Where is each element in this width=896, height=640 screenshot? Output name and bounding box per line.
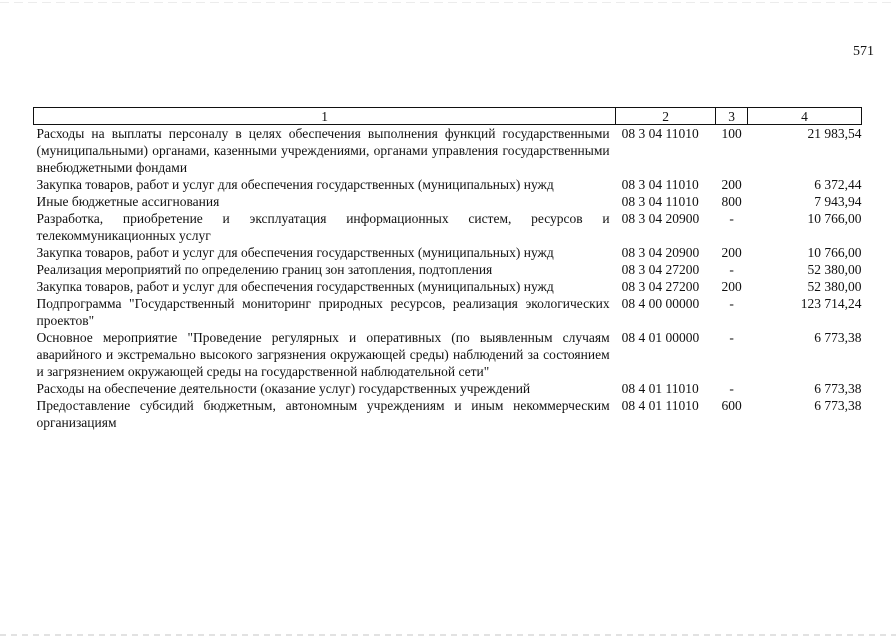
row-type: - bbox=[729, 381, 734, 396]
row-code: 08 3 04 20900 bbox=[621, 245, 700, 260]
row-type: - bbox=[729, 330, 734, 345]
row-amount: 7 943,94 bbox=[814, 194, 862, 209]
page-number: 571 bbox=[853, 44, 874, 59]
row-amount: 6 773,38 bbox=[814, 381, 862, 396]
row-type: 200 bbox=[721, 245, 742, 260]
table-row bbox=[34, 193, 862, 210]
row-name: Закупка товаров, работ и услуг для обеспечения государственных (муниципальных) нужд bbox=[36, 177, 554, 192]
row-code: 08 4 00 00000 bbox=[621, 296, 700, 311]
table-row bbox=[34, 295, 862, 329]
row-type: - bbox=[729, 296, 734, 311]
row-amount: 6 773,38 bbox=[814, 330, 862, 345]
row-name: Расходы на выплаты персоналу в целях обеспечения выполнения функций государственными (муниципальными) органами, казенными учреждениями, органами управления государственными внебюджетными фондами bbox=[36, 126, 610, 175]
header-col-3: 3 bbox=[716, 108, 748, 125]
table-row bbox=[34, 176, 862, 193]
table-body bbox=[34, 125, 862, 432]
scan-artifact-bottom bbox=[0, 634, 896, 636]
row-type: 200 bbox=[721, 279, 742, 294]
table-row bbox=[34, 244, 862, 261]
row-code: 08 4 01 11010 bbox=[621, 398, 699, 413]
row-amount: 21 983,54 bbox=[807, 126, 862, 141]
row-type: 200 bbox=[721, 177, 742, 192]
table-row bbox=[34, 397, 862, 431]
budget-table bbox=[33, 107, 862, 431]
row-amount: 6 372,44 bbox=[814, 177, 862, 192]
row-code: 08 3 04 20900 bbox=[621, 211, 700, 226]
row-amount: 10 766,00 bbox=[807, 245, 862, 260]
row-type: 100 bbox=[721, 126, 742, 141]
row-code: 08 4 01 11010 bbox=[621, 381, 699, 396]
row-type: 600 bbox=[721, 398, 742, 413]
table-row bbox=[34, 125, 862, 177]
table-row bbox=[34, 380, 862, 397]
table-row bbox=[34, 278, 862, 295]
row-code: 08 4 01 00000 bbox=[621, 330, 700, 345]
row-type: - bbox=[729, 211, 734, 226]
row-type: 800 bbox=[721, 194, 742, 209]
row-amount: 123 714,24 bbox=[800, 296, 862, 311]
row-name: Подпрограмма "Государственный мониторинг природных ресурсов, реализация экологических проектов" bbox=[36, 296, 610, 328]
row-amount: 6 773,38 bbox=[814, 398, 862, 413]
row-name: Закупка товаров, работ и услуг для обеспечения государственных (муниципальных) нужд bbox=[36, 279, 554, 294]
row-amount: 52 380,00 bbox=[807, 262, 862, 277]
row-code: 08 3 04 27200 bbox=[621, 279, 700, 294]
row-type: - bbox=[729, 262, 734, 277]
table-row bbox=[34, 210, 862, 244]
row-name: Основное мероприятие "Проведение регулярных и оперативных (по выявленным случаям аварийного и экстремально высокого загрязнения окружающей среды) наблюдений за состоянием и загрязнением окружающей среды на государственной наблюдательной сети" bbox=[36, 330, 610, 379]
row-name: Предоставление субсидий бюджетным, автономным учреждениям и иным некоммерческим организациям bbox=[36, 398, 610, 430]
row-code: 08 3 04 11010 bbox=[621, 194, 699, 209]
row-name: Реализация мероприятий по определению границ зон затопления, подтопления bbox=[36, 262, 493, 277]
row-code: 08 3 04 11010 bbox=[621, 126, 699, 141]
table-row bbox=[34, 261, 862, 278]
header-col-2: 2 bbox=[616, 108, 716, 125]
table-row bbox=[34, 329, 862, 380]
row-name: Иные бюджетные ассигнования bbox=[36, 194, 220, 209]
row-amount: 52 380,00 bbox=[807, 279, 862, 294]
scan-artifact-top bbox=[0, 2, 896, 3]
row-name: Расходы на обеспечение деятельности (оказание услуг) государственных учреждений bbox=[36, 381, 531, 396]
row-code: 08 3 04 11010 bbox=[621, 177, 699, 192]
header-col-1: 1 bbox=[34, 108, 616, 125]
table-header bbox=[34, 108, 862, 125]
header-col-4: 4 bbox=[748, 108, 862, 125]
row-name: Закупка товаров, работ и услуг для обеспечения государственных (муниципальных) нужд bbox=[36, 245, 554, 260]
row-amount: 10 766,00 bbox=[807, 211, 862, 226]
row-name: Разработка, приобретение и эксплуатация информационных систем, ресурсов и телекоммуникационных услуг bbox=[36, 211, 610, 243]
row-code: 08 3 04 27200 bbox=[621, 262, 700, 277]
